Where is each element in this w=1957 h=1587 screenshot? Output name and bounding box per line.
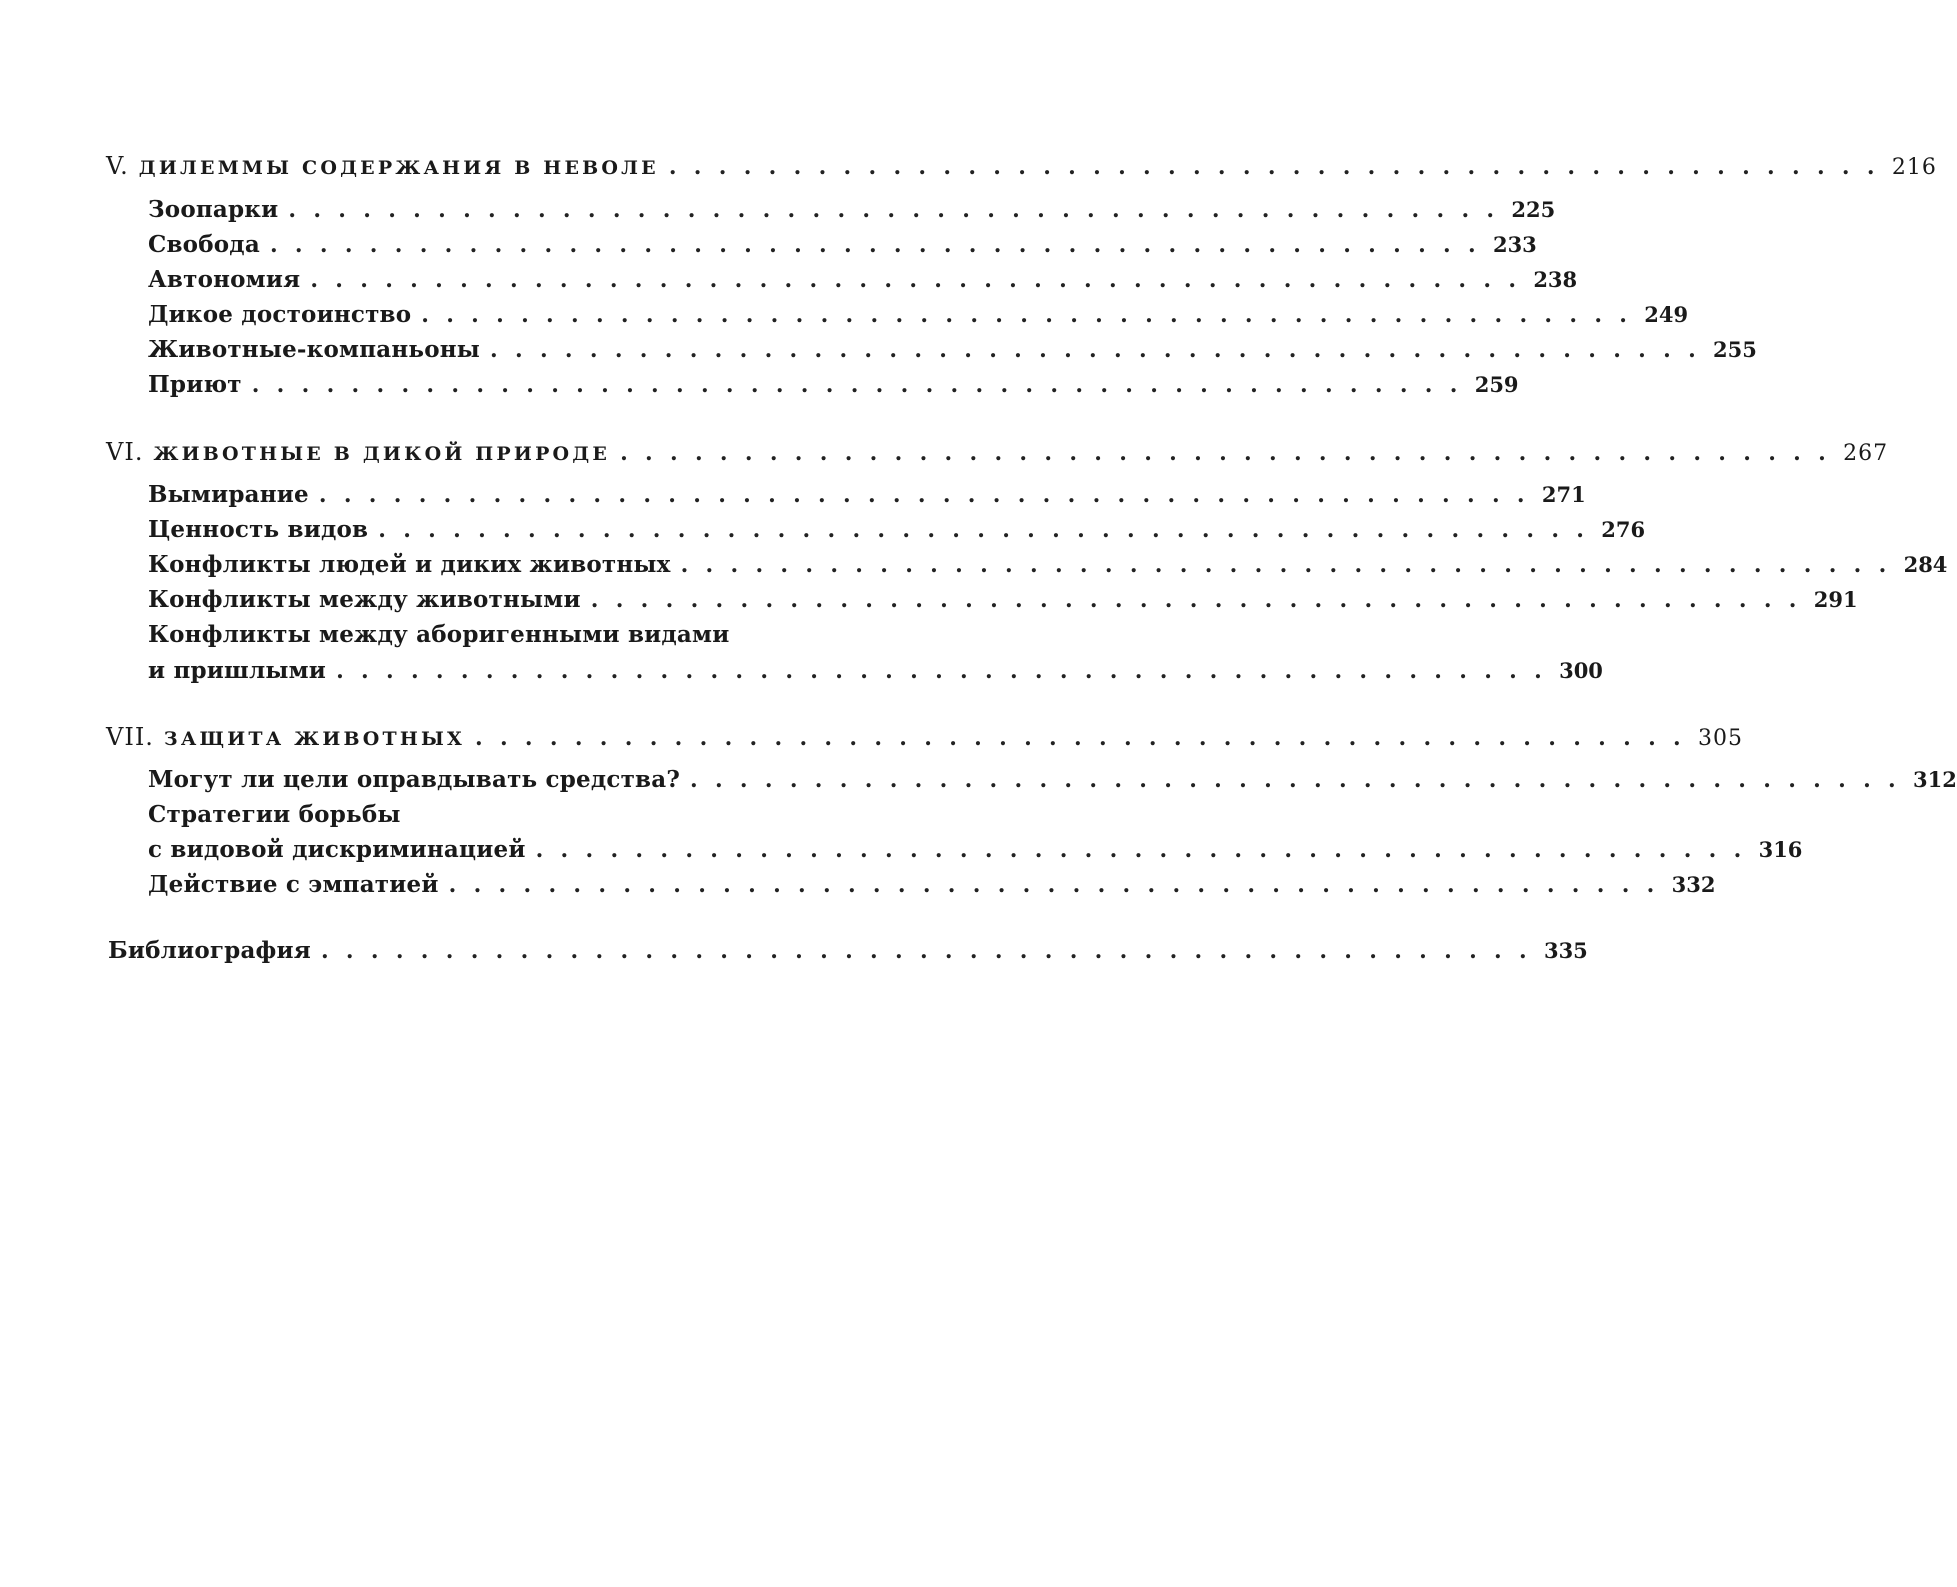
entry-title: Дикое достоинство [148,301,412,328]
toc-entry-bibliography [0,937,1588,972]
page-number: 332 [1671,872,1716,897]
dot-leader: ................................................. [269,232,1493,258]
dot-leader: ................................................. [535,837,1759,863]
entry-title: Конфликты между животными [148,586,581,613]
page-number: 335 [1543,938,1588,963]
toc-entry [0,836,1803,871]
toc-entry [0,551,1948,586]
dot-leader: ................................................. [310,267,1534,293]
page-number: 300 [1559,658,1603,683]
page-number: 291 [1813,587,1858,612]
dot-leader: ................................................. [680,552,1904,578]
page-number: 259 [1474,372,1519,397]
dot-leader: ................................................. [475,725,1698,751]
toc-entry [0,481,1586,516]
page-number: 267 [1843,441,1889,466]
toc-entry [0,231,1537,266]
toc-entry [0,766,1957,801]
chapter-title: ДИЛЕММЫ СОДЕРЖАНИЯ В НЕВОЛЕ [138,157,659,179]
entry-title-continuation: с видовой дискриминацией [148,836,526,863]
chapter-title: ЗАЩИТА ЖИВОТНЫХ [163,728,465,750]
toc-entry [0,266,1578,301]
entry-title: Вымирание [148,481,309,508]
page-number: 284 [1903,552,1948,577]
toc-entry [0,871,1716,906]
dot-leader: ................................................. [288,197,1512,223]
chapter-number: VII. [106,723,154,751]
toc-entry [0,586,1858,621]
toc-entry [0,336,1757,371]
entry-title-continuation: и пришлыми [148,657,327,684]
dot-leader: ................................................. [318,482,1542,508]
toc-entry [0,371,1519,406]
entry-title: Могут ли цели оправдывать средства? [148,766,681,793]
chapter-heading [0,438,1889,473]
page-number: 276 [1601,517,1646,542]
entry-title: Ценность видов [148,516,369,543]
entry-title: Действие с эмпатией [148,871,439,898]
entry-title: Автономия [148,266,301,293]
entry-title: Зоопарки [148,196,279,223]
dot-leader: ................................................. [620,440,1844,466]
entry-title: Стратегии борьбы [148,801,401,828]
entry-title: Конфликты между аборигенными видами [148,621,730,648]
entry-title: Библиография [108,937,311,964]
toc-entry [0,196,1556,231]
dot-leader: ................................................. [448,872,1672,898]
page-number: 271 [1541,482,1586,507]
dot-leader: ................................................. [421,302,1645,328]
entry-title: Приют [148,371,242,398]
toc-entry [0,301,1689,336]
dot-leader: ................................................. [378,517,1602,543]
dot-leader: ................................................. [251,372,1475,398]
entry-title: Свобода [148,231,260,258]
page-number: 238 [1533,267,1578,292]
page-number: 225 [1511,197,1556,222]
toc-entry-first-line [0,621,1000,656]
dot-leader: ................................................. [336,658,1560,684]
toc-entry [0,657,1603,692]
chapter-heading [0,152,1937,187]
page-number: 305 [1698,726,1743,751]
chapter-number: V. [106,152,129,180]
page-number: 255 [1713,337,1757,362]
page-number: 233 [1492,232,1537,257]
chapter-heading [0,723,1743,758]
page-number: 312 [1913,767,1957,792]
page-number: 316 [1758,837,1803,862]
dot-leader: ................................................. [668,154,1892,180]
entry-title: Конфликты людей и диких животных [148,551,671,578]
dot-leader: ................................................. [490,337,1714,363]
dot-leader: ................................................. [320,938,1544,964]
page-number: 249 [1644,302,1689,327]
dot-leader: ................................................. [690,767,1914,793]
entry-title: Животные-компаньоны [148,336,481,363]
dot-leader: ................................................. [590,587,1814,613]
chapter-number: VI. [106,438,144,466]
toc-entry [0,516,1646,551]
page-number: 216 [1891,155,1937,180]
chapter-title: ЖИВОТНЫЕ В ДИКОЙ ПРИРОДЕ [153,443,611,465]
toc-entry-first-line [0,801,1000,836]
